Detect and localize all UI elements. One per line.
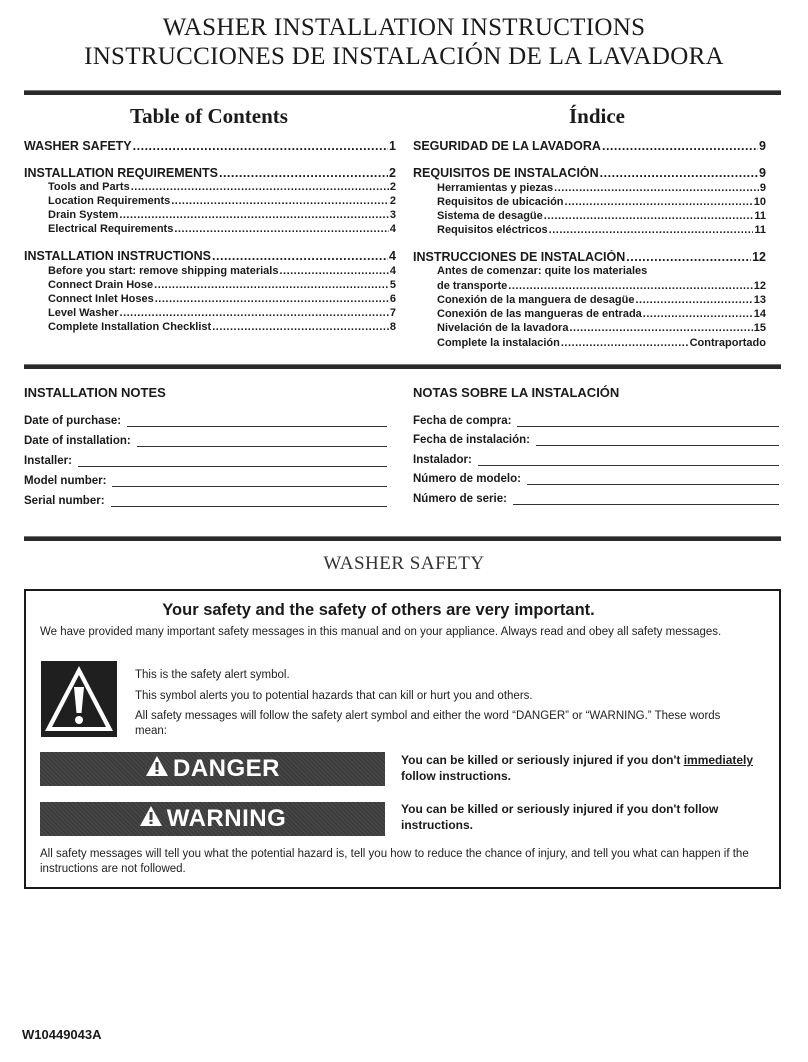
toc-en-connect-drain-hose[interactable]: Connect Drain Hose ..... 5: [48, 279, 396, 291]
notes-heading-spanish: NOTAS SOBRE LA INSTALACIÓN: [413, 385, 620, 400]
note-model-number[interactable]: Model number:: [24, 474, 387, 487]
warning-label: WARNING: [166, 805, 287, 832]
toc-heading-spanish: Índice: [568, 104, 625, 128]
toc-es-complete-instalacion[interactable]: Complete la instalación ..... Contraportado: [437, 337, 766, 349]
toc-en-installation-instructions[interactable]: INSTALLATION INSTRUCTIONS ..... 4: [24, 249, 396, 263]
note-serial-number[interactable]: Serial number:: [24, 494, 387, 507]
toc-es-herramientas[interactable]: Herramientas y piezas ..... 9: [437, 182, 766, 194]
nota-numero-modelo[interactable]: Número de modelo:: [413, 472, 779, 485]
washer-safety-title: WASHER SAFETY: [323, 553, 485, 574]
divider-notes: [24, 536, 781, 541]
toc-en-washer-safety[interactable]: WASHER SAFETY ..... 1: [24, 139, 396, 153]
toc-es-antes-de-comenzar[interactable]: Antes de comenzar: quite los materiales: [437, 265, 648, 277]
toc-es-electricos[interactable]: Requisitos eléctricos ..... 11: [437, 224, 766, 236]
toc-en-installation-requirements[interactable]: INSTALLATION REQUIREMENTS ..... 2: [24, 166, 396, 180]
toc-es-manguera-desague[interactable]: Conexión de la manguera de desagüe ..... 13: [437, 294, 766, 306]
document-number: W10449043A: [22, 1027, 102, 1042]
nota-instalador[interactable]: Instalador:: [413, 453, 779, 466]
danger-label: DANGER: [172, 755, 280, 782]
alert-line-2: This symbol alerts you to potential hazards that can kill or hurt you and others.: [135, 690, 533, 702]
toc-es-ubicacion[interactable]: Requisitos de ubicación ..... 10: [437, 196, 766, 208]
danger-alert-icon: [145, 755, 169, 784]
title-english: WASHER INSTALLATION INSTRUCTIONS: [162, 14, 646, 41]
divider-top: [24, 90, 781, 95]
note-date-installation[interactable]: Date of installation:: [24, 434, 387, 447]
safety-intro: We have provided many important safety messages in this manual and on your appliance. Always read and obey all safety messages.: [40, 626, 722, 638]
toc-es-de-transporte[interactable]: de transporte ..... 12: [437, 280, 766, 292]
toc-es-nivelacion[interactable]: Nivelación de la lavadora ..... 15: [437, 322, 766, 334]
toc-en-location-requirements[interactable]: Location Requirements ..... 2: [48, 195, 396, 207]
toc-en-drain-system[interactable]: Drain System ..... 3: [48, 209, 396, 221]
note-installer[interactable]: Installer:: [24, 454, 387, 467]
title-spanish: INSTRUCCIONES DE INSTALACIÓN DE LA LAVADORA: [84, 43, 724, 70]
alert-line-3: All safety messages will follow the safety alert symbol and either the word “DANGER” or “WARNING.” These words mean:: [135, 710, 721, 737]
toc-en-electrical-requirements[interactable]: Electrical Requirements ..... 4: [48, 223, 396, 235]
note-date-purchase[interactable]: Date of purchase:: [24, 414, 387, 427]
toc-es-mangueras-entrada[interactable]: Conexión de las mangueras de entrada ..... 14: [437, 308, 766, 320]
toc-es-seguridad[interactable]: SEGURIDAD DE LA LAVADORA ..... 9: [413, 139, 766, 153]
toc-en-before-you-start[interactable]: Before you start: remove shipping materials ..... 4: [48, 265, 396, 277]
danger-banner: [40, 752, 385, 786]
toc-en-level-washer[interactable]: Level Washer ..... 7: [48, 307, 396, 319]
toc-en-complete-checklist[interactable]: Complete Installation Checklist ..... 8: [48, 321, 396, 333]
alert-line-1: This is the safety alert symbol.: [135, 669, 290, 681]
danger-text: You can be killed or seriously injured if you don't immediately follow instructions.: [401, 753, 754, 783]
toc-heading-english: Table of Contents: [130, 104, 288, 128]
warning-text: You can be killed or seriously injured if you don't follow instructions.: [401, 802, 719, 832]
safety-alert-icon: [41, 661, 117, 737]
nota-numero-serie[interactable]: Número de serie:: [413, 492, 779, 505]
safety-closing: All safety messages will tell you what the potential hazard is, tell you how to reduce the chance of injury, and tell you what can happen if the instructions are not followed.: [40, 848, 749, 875]
toc-en-connect-inlet-hoses[interactable]: Connect Inlet Hoses ..... 6: [48, 293, 396, 305]
safety-headline: Your safety and the safety of others are very important.: [162, 601, 595, 619]
divider-toc: [24, 364, 781, 369]
nota-fecha-instalacion[interactable]: Fecha de instalación:: [413, 433, 779, 446]
warning-alert-icon: [139, 805, 163, 834]
toc-es-requisitos-instalacion[interactable]: REQUISITOS DE INSTALACIÓN ..... 9: [413, 166, 766, 180]
warning-banner: [40, 802, 385, 836]
nota-fecha-compra[interactable]: Fecha de compra:: [413, 414, 779, 427]
toc-es-desague[interactable]: Sistema de desagüe ..... 11: [437, 210, 766, 222]
notes-heading-english: INSTALLATION NOTES: [24, 385, 166, 400]
toc-es-instrucciones[interactable]: INSTRUCCIONES DE INSTALACIÓN ..... 12: [413, 250, 766, 264]
toc-en-tools-parts[interactable]: Tools and Parts ..... 2: [48, 181, 396, 193]
